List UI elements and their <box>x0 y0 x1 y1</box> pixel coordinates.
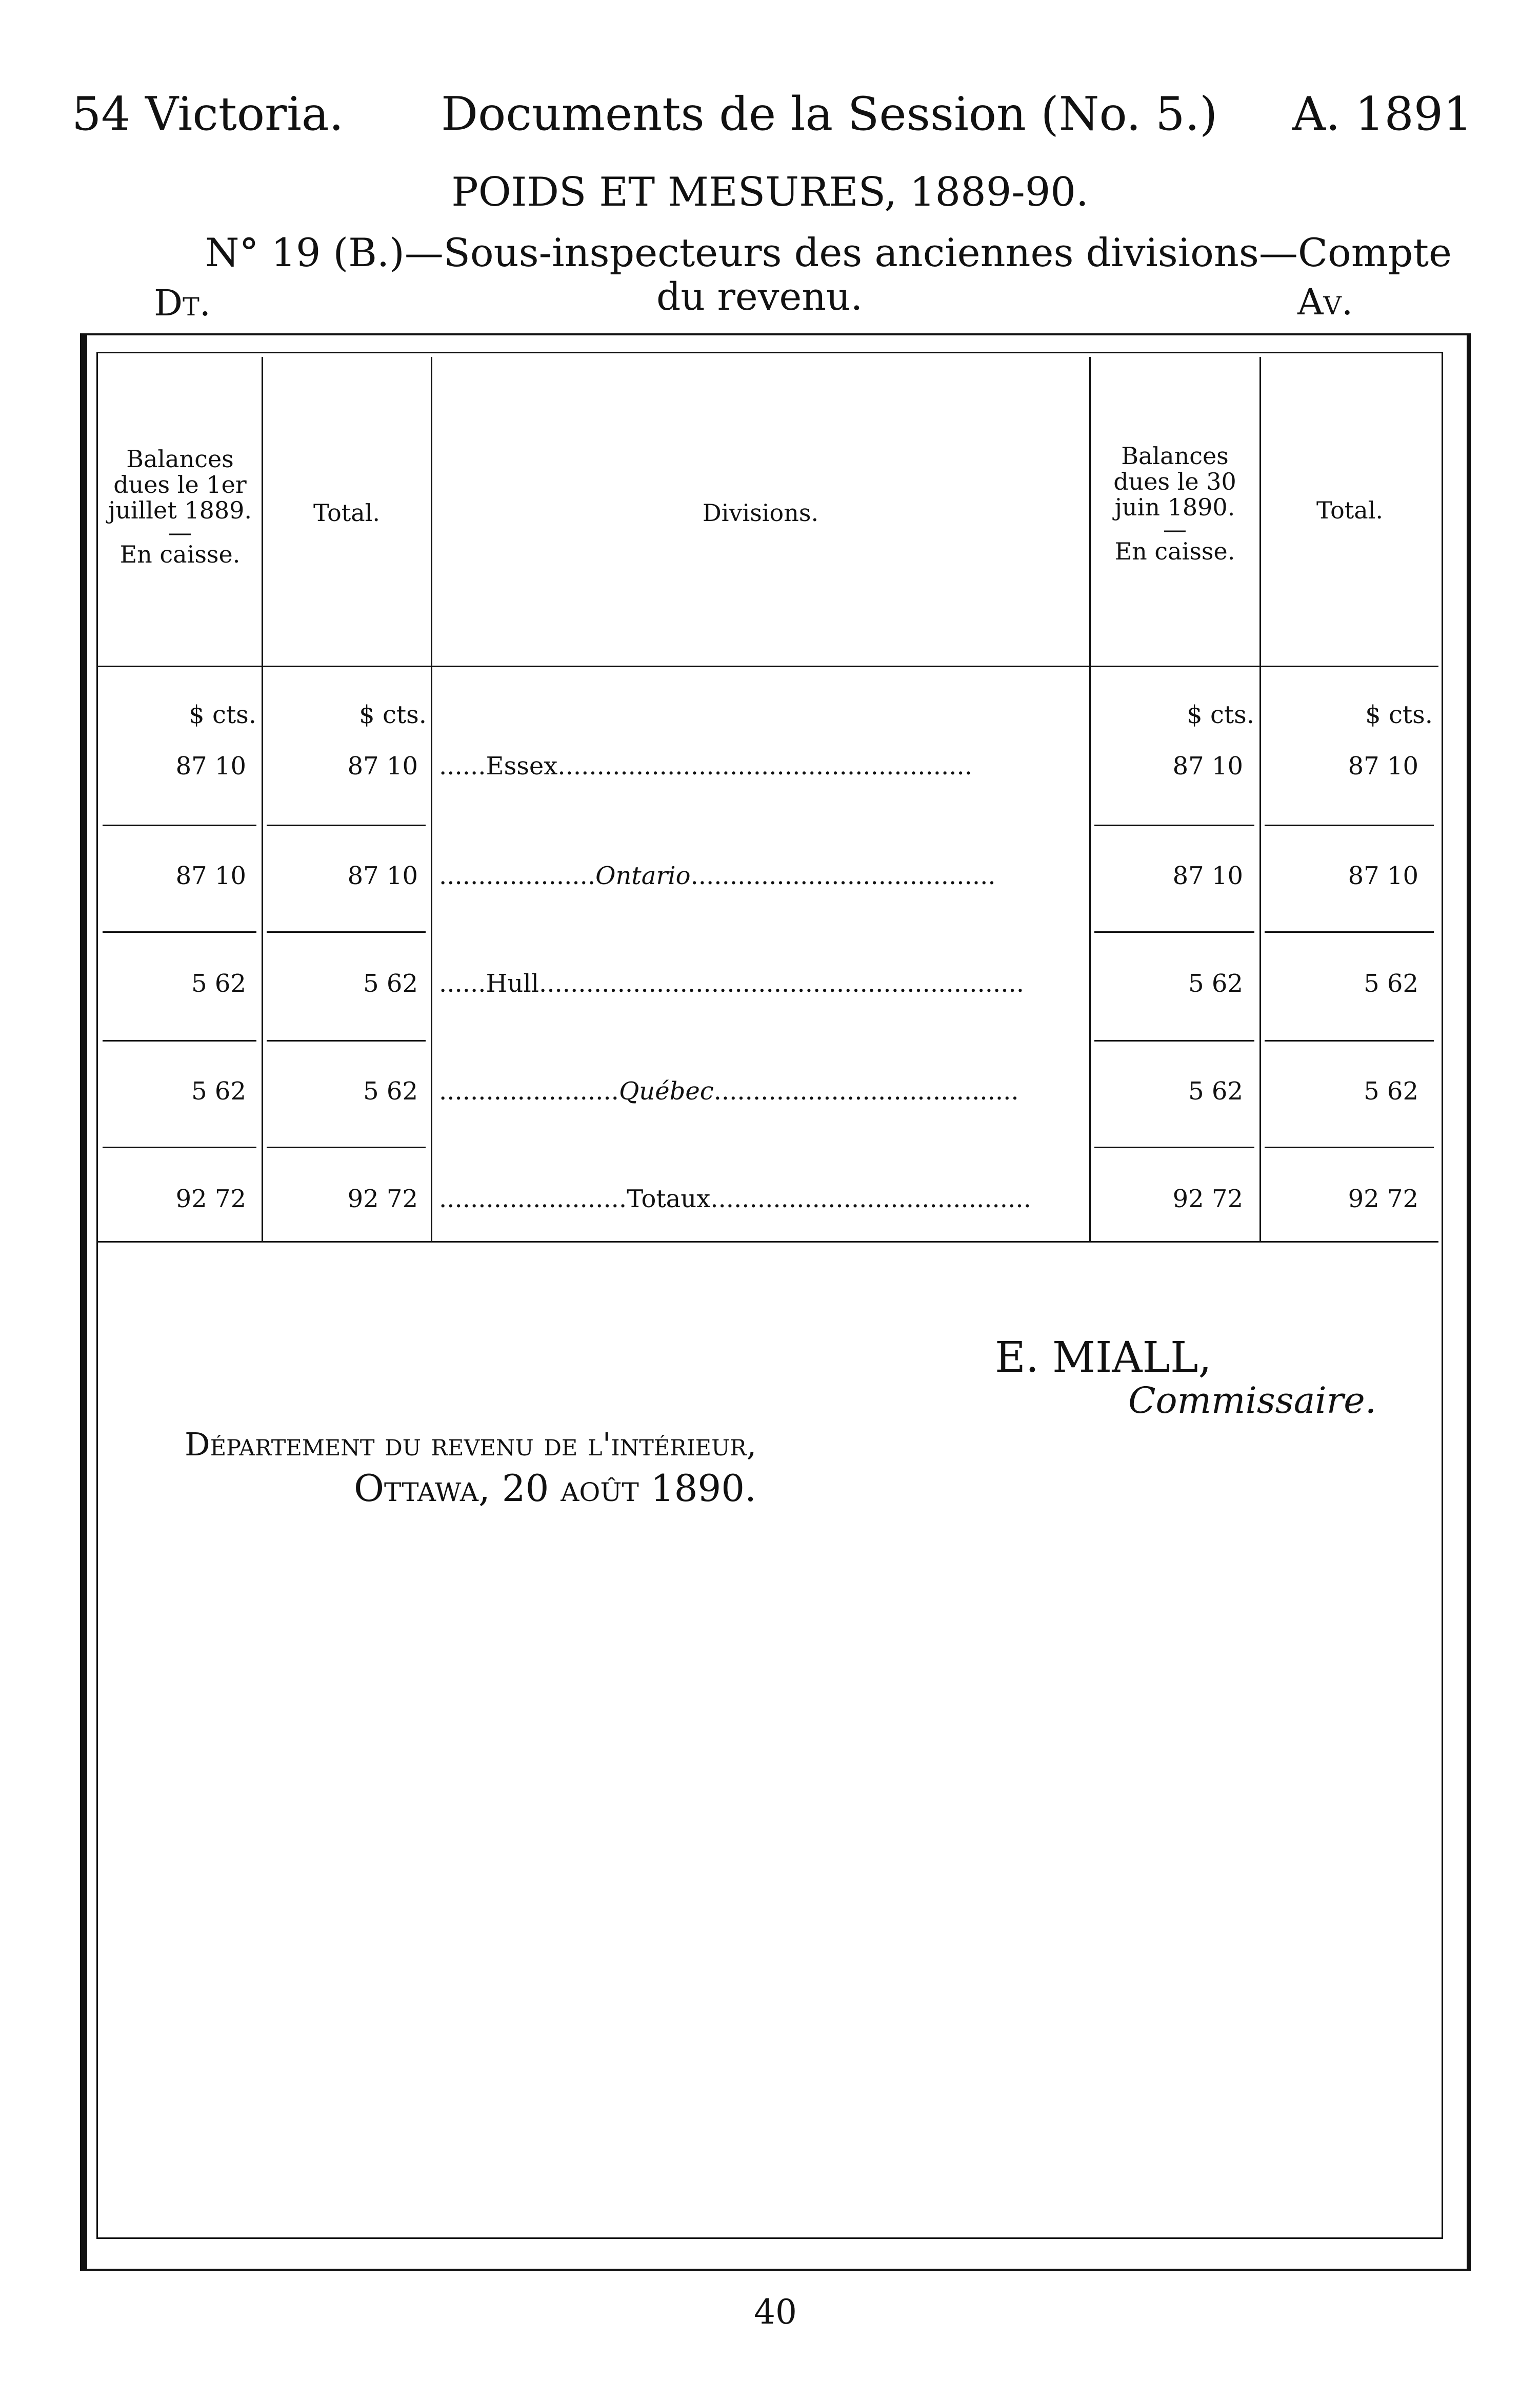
col-divider-3 <box>1089 357 1091 1241</box>
header-left: 54 Victoria. <box>72 87 344 141</box>
col1-header: Balances dues le 1er juillet 1889. — En caisse. <box>108 445 252 568</box>
col-divider-4 <box>1259 357 1261 1241</box>
unit-col5: $ cts. <box>1365 701 1433 729</box>
document-title: POIDS ET MESURES, 1889-90. <box>451 169 1089 215</box>
signature-name: E. MIALL, <box>995 1333 1212 1382</box>
division-label: Ontario <box>595 862 691 890</box>
col-divider-1 <box>262 357 263 1241</box>
department-line: Département du revenu de l'intérieur, <box>185 1426 757 1463</box>
col5-header: Total. <box>1316 496 1384 524</box>
unit-col2: $ cts. <box>359 701 427 729</box>
dt-label: Dt. <box>154 282 211 324</box>
inner-frame <box>96 352 1443 2239</box>
signature-title: Commissaire. <box>1128 1379 1376 1422</box>
col3-header: Divisions. <box>702 499 819 527</box>
col2-header: Total. <box>313 499 381 527</box>
subtitle-line2: du revenu. <box>656 275 863 319</box>
division-label: Québec <box>618 1077 714 1106</box>
header-right: A. 1891 <box>1292 87 1473 141</box>
header-rule <box>97 666 1438 667</box>
division-label: Hull <box>486 969 539 998</box>
header-center: Documents de la Session (No. 5.) <box>441 87 1218 141</box>
division-label: Totaux <box>627 1185 711 1213</box>
page-number: 40 <box>754 2292 797 2332</box>
col-divider-2 <box>431 357 432 1241</box>
place-date: Ottawa, 20 août 1890. <box>354 1467 756 1510</box>
division-label: Essex <box>486 752 558 781</box>
subtitle-line1: N° 19 (B.)—Sous-inspecteurs des anciennes divisions—Compte <box>205 230 1452 275</box>
col4-header: Balances dues le 30 juin 1890. — En caisse. <box>1113 442 1236 565</box>
unit-col1: $ cts. <box>189 701 256 729</box>
av-label: Av. <box>1297 281 1353 323</box>
unit-col4: $ cts. <box>1187 701 1254 729</box>
table-bottom-rule <box>97 1241 1438 1243</box>
